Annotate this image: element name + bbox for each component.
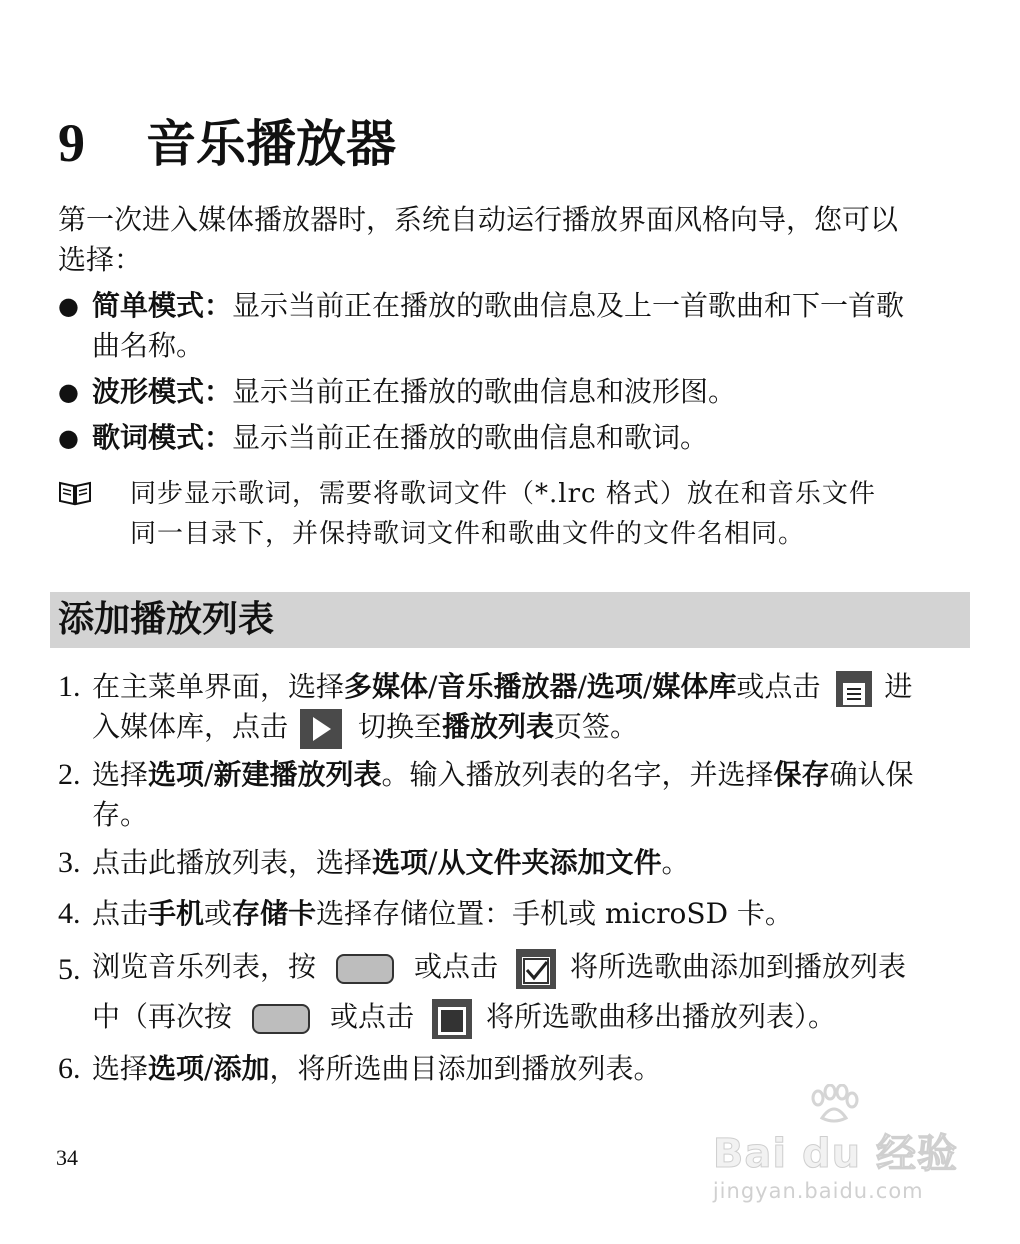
- menu-path-options: 选项: [148, 1052, 205, 1085]
- paw-logo-icon: [806, 1084, 862, 1128]
- step-4: [58, 894, 793, 934]
- bullet-term: 波形模式：: [92, 375, 233, 408]
- step-text: 存。: [92, 798, 149, 831]
- step-text: 入媒体库，点击: [92, 710, 289, 743]
- soft-key-icon: [252, 1004, 310, 1034]
- step-text: 或点击: [736, 670, 821, 703]
- step-text: 或点击: [330, 1000, 415, 1033]
- note-line-2: 同一目录下，并保持歌词文件和歌曲文件的文件名相同。: [130, 519, 806, 549]
- step-number: 4.: [58, 897, 81, 930]
- step-text: 将所选歌曲添加到播放列表: [570, 950, 907, 983]
- menu-path-add-from-folder: 从文件夹添加文件: [437, 846, 662, 879]
- bullet-text: 显示当前正在播放的歌曲信息及上一首歌曲和下一首歌: [232, 289, 905, 322]
- checked-box-icon: [516, 949, 556, 989]
- bullet-text: 显示当前正在播放的歌曲信息和波形图。: [232, 375, 737, 408]
- step-number: 3.: [58, 846, 81, 879]
- bullet-text: 显示当前正在播放的歌曲信息和歌词。: [232, 421, 709, 454]
- step-text: 或: [204, 897, 233, 930]
- watermark-brand: Bai du 经验: [712, 1131, 958, 1177]
- path-separator: /: [428, 670, 438, 703]
- step-text: 中（再次按: [92, 1000, 233, 1033]
- path-separator: /: [428, 846, 438, 879]
- chapter-heading: [58, 104, 396, 176]
- step-text: 点击: [92, 897, 149, 930]
- step-text: 。: [661, 846, 690, 879]
- menu-icon: [836, 671, 872, 707]
- step-text: 点击此播放列表，选择: [92, 846, 373, 879]
- path-separator: /: [642, 670, 653, 703]
- menu-path-options: 选项: [586, 670, 643, 703]
- bullet-dot: ●: [58, 378, 79, 406]
- step-1: [58, 667, 913, 749]
- chapter-title: 音乐播放器: [146, 115, 396, 173]
- play-icon: [300, 709, 342, 749]
- chapter-number: 9: [58, 113, 85, 173]
- path-separator: /: [204, 758, 214, 791]
- step-text: 。输入播放列表的名字，并选择: [381, 758, 774, 791]
- menu-path-multimedia: 多媒体: [344, 670, 429, 703]
- intro-line-2: 选择：: [58, 243, 143, 276]
- bullet-item: [58, 418, 709, 458]
- step-text: 浏览音乐列表，按: [92, 950, 317, 983]
- step-text: 将所选歌曲移出播放列表）。: [486, 1000, 837, 1033]
- watermark-url: jingyan.baidu.com: [712, 1179, 924, 1203]
- unchecked-box-icon: [432, 999, 472, 1039]
- step-number: 2.: [58, 758, 81, 791]
- menu-path-options: 选项: [148, 758, 205, 791]
- step-text: 确认保: [829, 758, 914, 791]
- step-number: 6.: [58, 1052, 81, 1085]
- bullet-item: [58, 286, 905, 366]
- bullet-text-cont: 曲名称。: [92, 329, 205, 362]
- step-text: 在主菜单界面，选择: [92, 670, 345, 703]
- bullet-dot: ●: [58, 424, 79, 452]
- path-separator: /: [577, 670, 587, 703]
- step-6: [58, 1049, 662, 1089]
- step-text: 选择: [92, 758, 149, 791]
- bullet-dot: ●: [58, 292, 79, 320]
- note-text: [130, 474, 876, 554]
- step-text: 进: [884, 670, 913, 703]
- memory-card-label: 存储卡: [232, 897, 317, 930]
- bullet-term: 歌词模式：: [92, 421, 233, 454]
- book-icon: [58, 480, 92, 510]
- step-3: [58, 843, 690, 883]
- menu-path-library: 媒体库: [652, 670, 737, 703]
- save-label: 保存: [773, 758, 830, 791]
- note-line-1: 同步显示歌词，需要将歌词文件（*.lrc 格式）放在和音乐文件: [130, 479, 876, 509]
- menu-path-add: 添加: [213, 1052, 270, 1085]
- intro-line-1: 第一次进入媒体播放器时，系统自动运行播放界面风格向导，您可以: [58, 203, 899, 236]
- step-number: 5.: [58, 953, 81, 986]
- menu-path-options: 选项: [372, 846, 429, 879]
- step-number: 1.: [58, 670, 81, 703]
- path-separator: /: [204, 1052, 214, 1085]
- step-5: [58, 944, 907, 1040]
- step-text: 页签。: [554, 710, 639, 743]
- playlist-tab-label: 播放列表: [442, 710, 555, 743]
- step-text: 选择: [92, 1052, 149, 1085]
- page-number: 34: [56, 1145, 78, 1170]
- bullet-term: 简单模式：: [92, 289, 233, 322]
- step-text: 或点击: [414, 950, 499, 983]
- step-2: [58, 755, 914, 835]
- bullet-item: [58, 372, 737, 412]
- phone-label: 手机: [148, 897, 205, 930]
- step-text: 选择存储位置：手机或 microSD 卡。: [316, 897, 793, 930]
- intro-paragraph: [58, 200, 898, 280]
- menu-path-music-player: 音乐播放器: [437, 670, 578, 703]
- soft-key-icon: [336, 954, 394, 984]
- menu-path-new-playlist: 新建播放列表: [213, 758, 382, 791]
- step-text: 切换至: [358, 710, 443, 743]
- section-title: 添加播放列表: [58, 599, 275, 640]
- step-text: ，将所选曲目添加到播放列表。: [269, 1052, 662, 1085]
- watermark: [713, 1088, 958, 1203]
